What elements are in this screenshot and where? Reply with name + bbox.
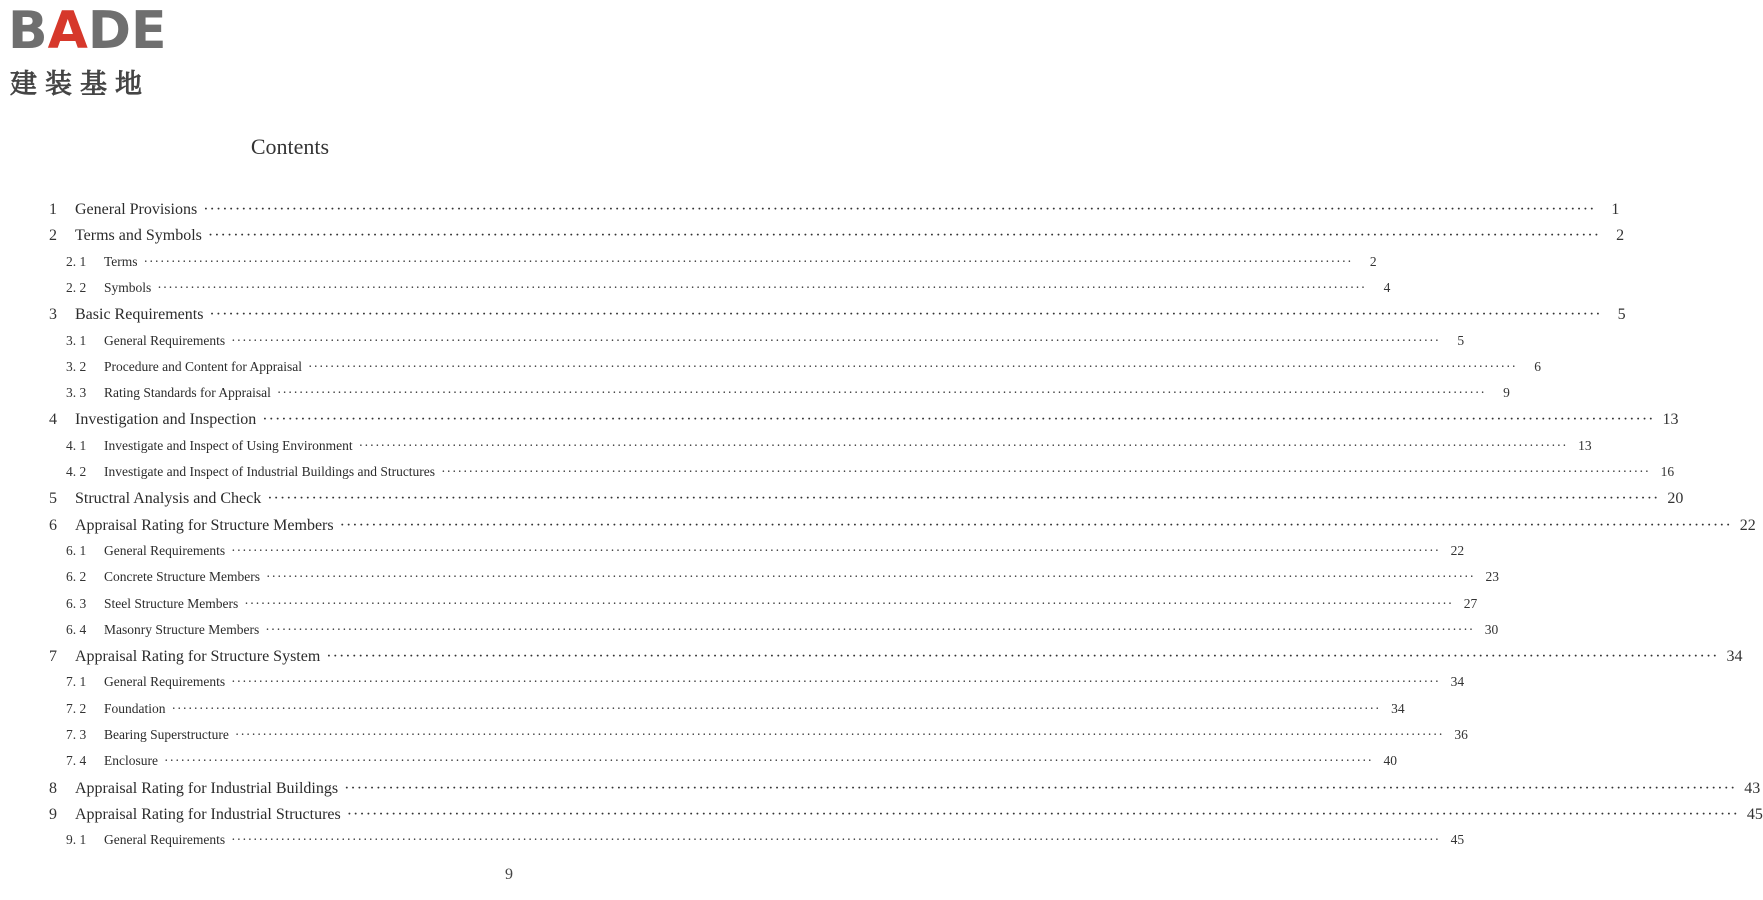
toc-leader-dots: ···························································································································································································································· [358,437,1568,453]
toc-entry[interactable] [0,648,1743,674]
toc-entry-title: Foundation [104,700,166,716]
toc-entry-page: 34 [1391,700,1405,716]
toc-leader-dots: ···························································································································································································································· [231,674,1441,690]
toc-entry-title: Procedure and Content for Appraisal [104,358,302,374]
toc-leader-dots: ···························································································································································································································· [307,358,1517,374]
toc-entry-number: 2. 1 [66,253,87,269]
toc-entry-page: 23 [1485,569,1499,585]
toc-entry[interactable] [0,569,1499,595]
toc-entry[interactable] [0,385,1510,411]
toc-entry[interactable] [0,542,1465,569]
toc-entry[interactable] [0,595,1478,622]
toc-entry[interactable] [0,306,1626,332]
toc-entry-title: Appraisal Rating for Industrial Buildings [75,779,339,797]
toc-entry-title: Steel Structure Members [104,595,239,611]
toc-entry-title: General Requirements [104,542,226,558]
toc-entry-page: 13 [1662,411,1679,429]
toc-leader-dots: ···························································································································································································································· [346,805,1739,823]
toc-entry-number: 7. 3 [66,727,87,742]
toc-entry-number: 7. 4 [66,753,87,769]
toc-entry-title: Basic Requirements [75,306,204,324]
toc-entry-number: 6. 4 [66,621,87,637]
toc-leader-dots: ···························································································································································································································· [326,648,1719,666]
toc-entry-page: 2 [1616,227,1625,245]
toc-entry-page: 36 [1454,727,1468,742]
toc-entry[interactable] [0,332,1465,359]
toc-entry[interactable] [0,621,1499,648]
toc-entry-title: General Provisions [75,201,198,218]
toc-entry[interactable] [0,201,1620,227]
toc-entry-title: Appraisal Rating for Structure Members [75,516,334,534]
toc-entry-page: 5 [1457,332,1465,348]
toc-leader-dots: ···························································································································································································································· [209,306,1602,324]
toc-entry-title: Terms [104,253,138,269]
toc-leader-dots: ···························································································································································································································· [207,227,1601,245]
toc-entry-number: 3 [49,306,57,324]
toc-entry-title: General Requirements [104,674,226,690]
toc-entry-number: 6. 2 [66,569,87,585]
toc-entry-number: 7. 2 [66,700,87,716]
logo-subtitle: 建装基地 [10,69,150,100]
toc-entry-page: 43 [1744,779,1761,797]
toc-entry[interactable] [0,253,1377,280]
toc-entry-number: 9. 1 [66,832,87,848]
toc-entry-title: Concrete Structure Members [104,569,260,585]
toc-entry[interactable] [0,490,1684,516]
toc-entry-page: 5 [1617,306,1626,324]
toc-leader-dots: ···························································································································································································································· [171,700,1381,716]
toc-entry-number: 3. 2 [66,358,87,374]
toc-entry-title: General Requirements [104,332,226,348]
toc-entry[interactable] [0,464,1675,490]
toc-leader-dots: ···························································································································································································································· [265,569,1475,585]
toc-entry-number: 6. 3 [66,595,87,611]
toc-entry-title: Rating Standards for Appraisal [104,385,271,401]
toc-entry-page: 22 [1450,542,1465,558]
toc-entry-page: 2 [1369,253,1377,269]
toc-entry-number: 4 [49,411,57,429]
toc-entry-title: Enclosure [104,753,158,769]
toc-entry-number: 2 [49,227,57,245]
toc-entry-page: 1 [1611,201,1620,218]
toc-entry[interactable] [0,227,1625,253]
toc-entry-title: Appraisal Rating for Industrial Structures [75,805,341,823]
toc-leader-dots: ···························································································································································································································· [163,753,1374,769]
toc-entry-number: 2. 2 [66,279,87,295]
toc-leader-dots: ···························································································································································································································· [244,595,1454,611]
toc-entry-number: 4. 1 [66,437,87,453]
toc-entry-page: 27 [1463,595,1478,611]
toc-entry-page: 9 [1503,385,1510,401]
toc-entry-page: 45 [1450,832,1465,848]
toc-entry[interactable] [0,832,1465,858]
toc-entry-page: 4 [1383,279,1391,295]
toc-entry[interactable] [0,358,1541,385]
toc-entry-number: 4. 2 [66,464,87,479]
toc-entry-title: Investigate and Inspect of Using Environment [104,437,353,453]
toc-entry-page: 22 [1739,516,1756,534]
toc-leader-dots: ···························································································································································································································· [339,516,1732,534]
toc-entry-number: 9 [49,805,57,823]
toc-entry[interactable] [0,779,1761,806]
toc-entry-page: 34 [1450,674,1465,690]
toc-leader-dots: ···························································································································································································································· [231,832,1441,848]
toc-leader-dots: ···························································································································································································································· [262,411,1655,429]
toc-entry-number: 3. 3 [66,385,87,401]
toc-entry-page: 13 [1578,437,1592,453]
toc-entry[interactable] [0,700,1405,727]
toc-entry[interactable] [0,753,1398,779]
toc-entry[interactable] [0,727,1468,753]
toc-entry-number: 5 [49,490,57,508]
toc-entry-title: Symbols [104,279,152,295]
toc-leader-dots: ···························································································································································································································· [441,464,1651,479]
toc-entry-title: Structral Analysis and Check [75,490,262,508]
toc-entry-number: 3. 1 [66,332,87,348]
toc-leader-dots: ···························································································································································································································· [276,385,1486,401]
toc-leader-dots: ···························································································································································································································· [203,201,1596,218]
toc-leader-dots: ···························································································································································································································· [344,779,1737,797]
logo-wordmark: BADE [8,1,167,61]
toc-entry[interactable] [0,805,1763,832]
bade-logo [8,1,178,100]
toc-entry[interactable] [0,674,1465,700]
toc-entry-page: 16 [1660,464,1675,479]
toc-entry-number: 7 [49,648,57,666]
toc-entry-number: 7. 1 [66,674,87,690]
toc-leader-dots: ···························································································································································································································· [265,621,1475,637]
toc-leader-dots: ···························································································································································································································· [231,332,1441,348]
toc-entry[interactable] [0,437,1592,464]
toc-entry-page: 30 [1484,621,1499,637]
toc-entry[interactable] [0,411,1679,437]
toc-entry-title: Appraisal Rating for Structure System [75,648,321,666]
toc-entry-page: 34 [1726,648,1743,666]
toc-entry-page: 45 [1746,805,1763,823]
toc-entry[interactable] [0,279,1391,306]
toc-leader-dots: ···························································································································································································································· [231,542,1441,558]
toc-entry-title: General Requirements [104,832,226,848]
toc-entry-number: 6 [49,516,57,534]
toc-leader-dots: ···························································································································································································································· [143,253,1353,269]
toc-entry-page: 20 [1667,490,1684,508]
toc-leader-dots: ···························································································································································································································· [267,490,1660,508]
toc-entry-page: 40 [1383,753,1398,769]
toc-entry-title: Investigation and Inspection [75,411,257,429]
page-title: Contents [250,134,330,159]
toc-entry-title: Masonry Structure Members [104,621,260,637]
toc-entry-title: Investigate and Inspect of Industrial Buildings and Structures [104,464,436,479]
toc-leader-dots: ···························································································································································································································· [157,279,1367,295]
toc-entry-page: 6 [1534,358,1541,374]
page-number: 9 [505,866,513,883]
toc-entry-title: Terms and Symbols [75,227,202,245]
toc-entry-number: 1 [49,201,57,218]
toc-entry-number: 6. 1 [66,542,87,558]
toc-entry[interactable] [0,516,1756,543]
toc-entry-title: Bearing Superstructure [104,727,229,742]
toc-entry-number: 8 [49,779,57,797]
toc-leader-dots: ···························································································································································································································· [234,727,1444,742]
